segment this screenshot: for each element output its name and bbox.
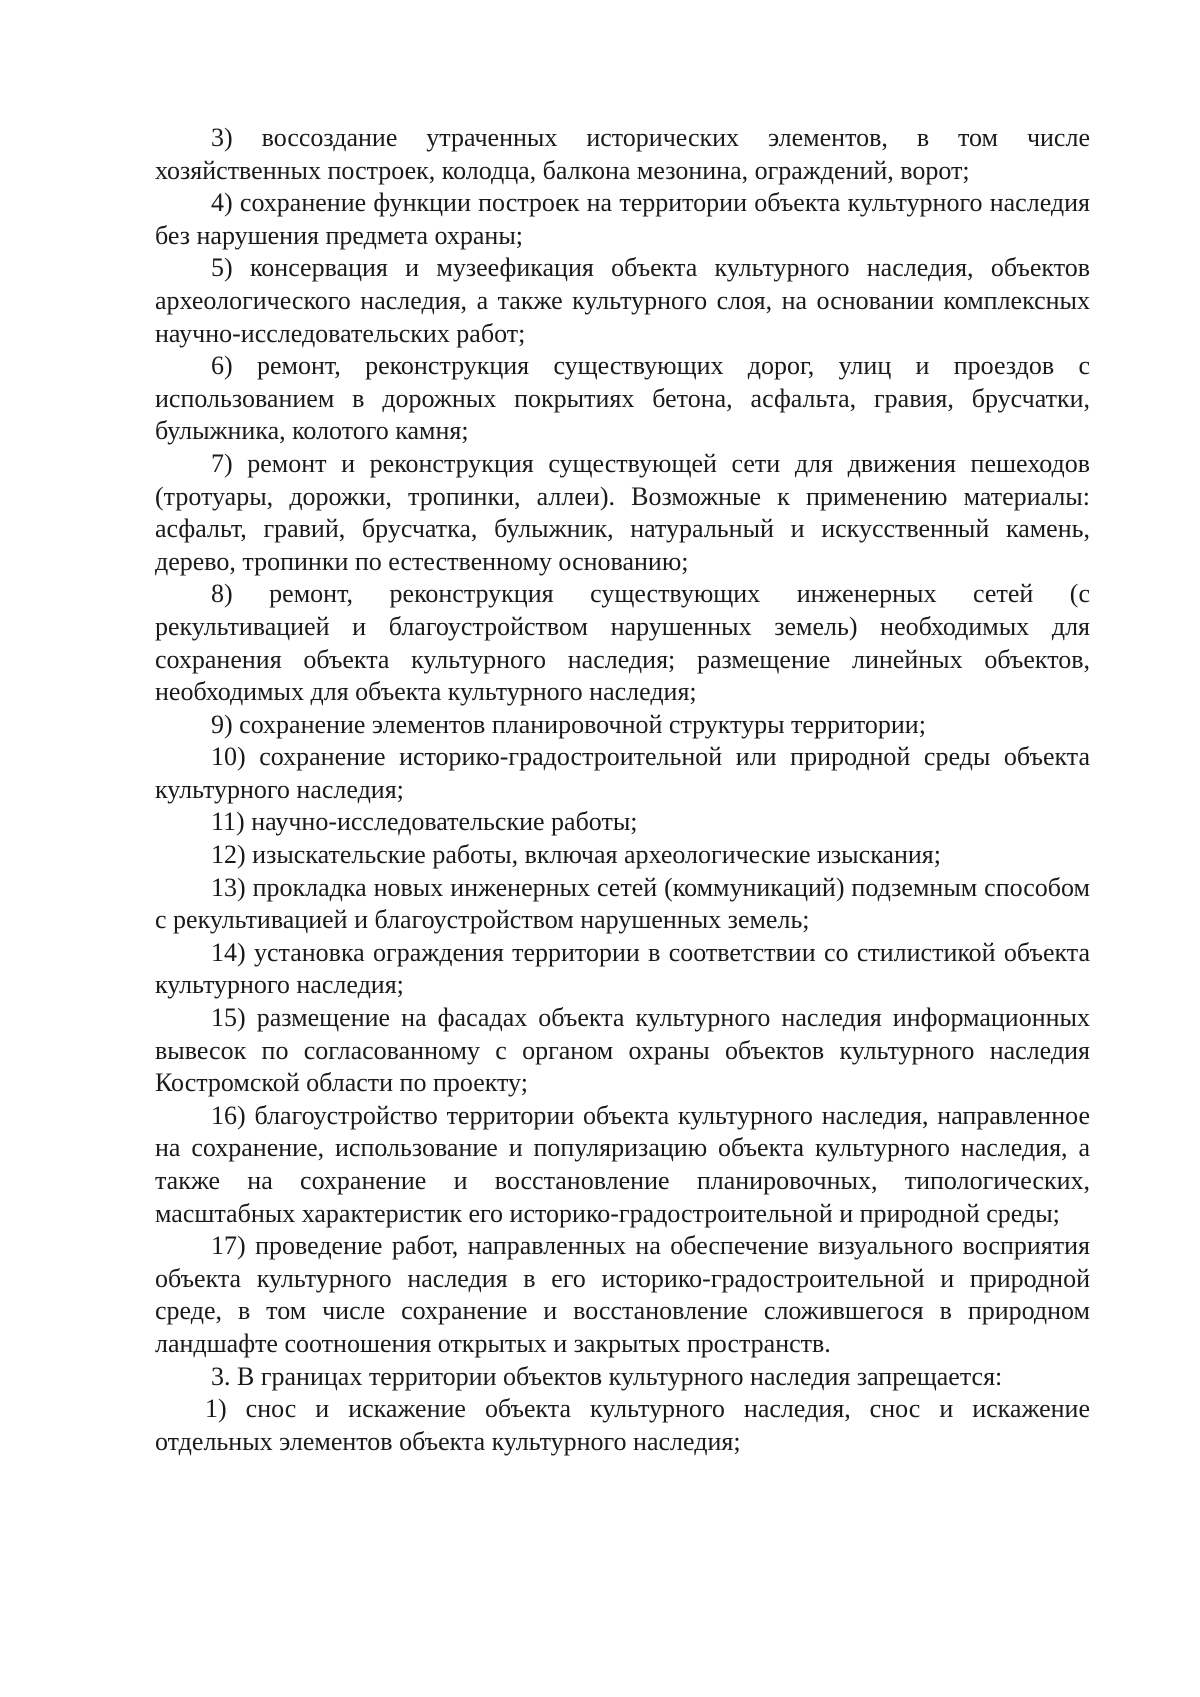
paragraph-item-6: 6) ремонт, реконструкция существующих дорог, улиц и проездов с использованием в дорожных покрытиях бетона, асфальта, гравия, брусчатки, булыжника, колотого камня;	[155, 351, 1090, 446]
paragraph-item-4: 4) сохранение функции построек на территории объекта культурного наследия без нарушения предмета охраны;	[155, 188, 1090, 250]
paragraph-item-16: 16) благоустройство территории объекта культурного наследия, направленное на сохранение, использование и популяризацию объекта культурного наследия, а также на сохранение и восстановление планировочных, типологических, масштабных характеристик его историко-градостроительной и природной среды;	[155, 1100, 1090, 1228]
paragraph-item-8: 8) ремонт, реконструкция существующих инженерных сетей (с рекультивацией и благоустройством нарушенных земель) необходимых для сохранения объекта культурного наследия; размещение линейных объектов, необходимых для объекта культурного наследия;	[155, 579, 1090, 707]
paragraph-item-10: 10) сохранение историко-градостроительной или природной среды объекта культурного наследия;	[155, 742, 1090, 804]
paragraph-item-11: 11) научно-исследовательские работы;	[211, 807, 638, 837]
paragraph-item-15: 15) размещение на фасадах объекта культурного наследия информационных вывесок по согласованному с органом охраны объектов культурного наследия Костромской области по проекту;	[155, 1003, 1090, 1098]
paragraph-item-12: 12) изыскательские работы, включая археологические изыскания;	[211, 840, 941, 870]
paragraph-item-5: 5) консервация и музеефикация объекта культурного наследия, объектов археологического наследия, а также культурного слоя, на основании комплексных научно-исследовательских работ;	[155, 253, 1090, 348]
paragraph-item-9: 9) сохранение элементов планировочной структуры территории;	[211, 709, 926, 739]
document-body	[155, 122, 1090, 1458]
paragraph-item-13: 13) прокладка новых инженерных сетей (коммуникаций) подземным способом с рекультивацией и благоустройством нарушенных земель;	[155, 872, 1090, 935]
paragraph-item-14: 14) установка ограждения территории в соответствии со стилистикой объекта культурного наследия;	[155, 937, 1090, 1000]
section-3-heading: 3. В границах территории объектов культурного наследия запрещается:	[211, 1361, 1003, 1391]
prohibited-item-1: 1) снос и искажение объекта культурного наследия, снос и искажение отдельных элементов объекта культурного наследия;	[155, 1394, 1090, 1456]
paragraph-item-17: 17) проведение работ, направленных на обеспечение визуального восприятия объекта культурного наследия в его историко-градостроительной и природной среде, в том числе сохранение и восстановление сложившегося в природном ландшафте соотношения открытых и закрытых пространств.	[155, 1231, 1090, 1358]
paragraph-item-7: 7) ремонт и реконструкция существующей сети для движения пешеходов (тротуары, дорожки, тропинки, аллеи). Возможные к применению материалы: асфальт, гравий, брусчатка, булыжник, натуральный и искусственный камень, дерево, тропинки по естественному основанию;	[155, 448, 1090, 576]
paragraph-item-3: 3) воссоздание утраченных исторических элементов, в том числе хозяйственных построек, колодца, балкона мезонина, ограждений, ворот;	[155, 123, 1090, 185]
